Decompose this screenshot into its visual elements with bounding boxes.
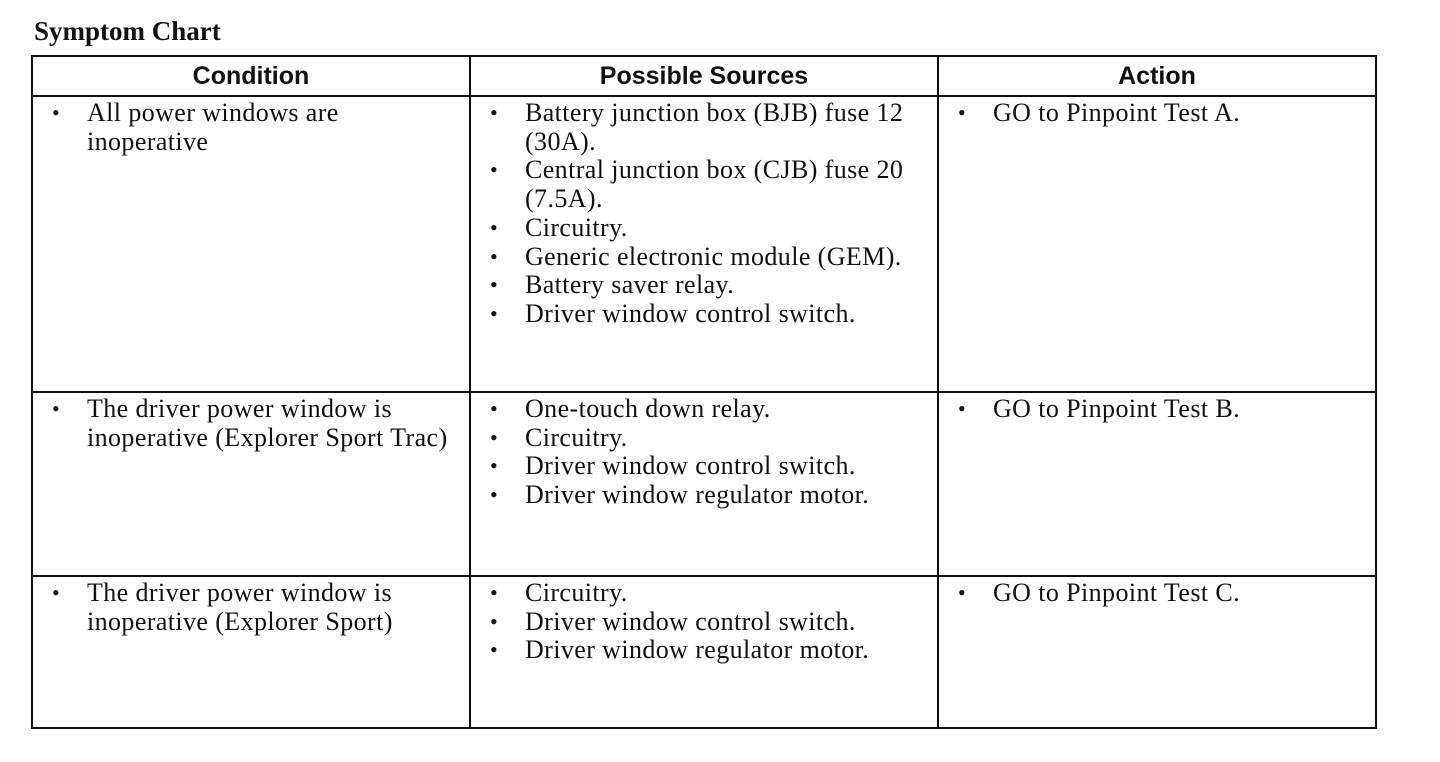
bullet-icon: • xyxy=(51,100,61,125)
bullet-list xyxy=(33,97,469,156)
bullet-icon: • xyxy=(489,396,499,421)
sources-cell xyxy=(470,576,938,728)
list-item-text: One-touch down relay. xyxy=(525,394,771,423)
list-item xyxy=(955,99,1355,128)
bullet-icon: • xyxy=(957,396,967,421)
list-item xyxy=(487,452,917,481)
bullet-icon: • xyxy=(489,157,499,183)
condition-cell xyxy=(32,576,470,728)
bullet-icon: • xyxy=(489,214,499,240)
action-cell xyxy=(938,96,1376,392)
list-item xyxy=(487,99,917,156)
list-item xyxy=(487,579,917,608)
list-item-text: Driver window control switch. xyxy=(525,298,856,328)
list-item-text: GO to Pinpoint Test A. xyxy=(993,98,1241,127)
list-item xyxy=(49,99,449,156)
bullet-icon: • xyxy=(51,396,61,421)
action-cell xyxy=(938,392,1376,576)
symptom-table xyxy=(31,55,1377,729)
sources-cell xyxy=(470,96,938,392)
bullet-list xyxy=(33,393,469,452)
list-item xyxy=(955,579,1355,608)
bullet-icon: • xyxy=(489,580,499,605)
list-item-text: Circuitry. xyxy=(525,578,628,607)
header-possible-sources: Possible Sources xyxy=(470,56,938,96)
list-item-text: All power windows are inoperative xyxy=(87,98,339,156)
list-item xyxy=(487,300,917,329)
bullet-icon: • xyxy=(489,300,499,326)
bullet-icon: • xyxy=(489,100,499,125)
list-item-text: Central junction box (CJB) fuse 20 (7.5A). xyxy=(525,155,904,214)
list-item xyxy=(487,424,917,453)
list-item xyxy=(487,636,917,665)
list-item-text: Circuitry. xyxy=(525,422,628,452)
list-item-text: GO to Pinpoint Test C. xyxy=(993,578,1241,607)
list-item-text: The driver power window is inoperative (Explorer Sport) xyxy=(87,578,393,636)
bullet-icon: • xyxy=(489,243,499,269)
list-item xyxy=(487,243,917,272)
list-item xyxy=(49,579,449,636)
header-row xyxy=(32,56,1376,96)
action-cell xyxy=(938,576,1376,728)
bullet-icon: • xyxy=(957,580,967,605)
sources-cell xyxy=(470,392,938,576)
bullet-list xyxy=(471,577,937,665)
bullet-list xyxy=(33,577,469,636)
table-row xyxy=(32,392,1376,576)
header-action: Action xyxy=(938,56,1376,96)
list-item-text: Circuitry. xyxy=(525,212,628,242)
bullet-icon: • xyxy=(489,453,499,479)
bullet-icon: • xyxy=(51,580,61,605)
list-item xyxy=(487,608,917,637)
bullet-list xyxy=(471,393,937,510)
condition-cell xyxy=(32,96,470,392)
list-item-text: GO to Pinpoint Test B. xyxy=(993,394,1241,423)
table-row xyxy=(32,96,1376,392)
list-item-text: Battery saver relay. xyxy=(525,270,735,300)
table-row xyxy=(32,576,1376,728)
list-item xyxy=(487,156,917,213)
bullet-list xyxy=(939,577,1375,608)
bullet-list xyxy=(471,97,937,329)
bullet-icon: • xyxy=(489,424,499,450)
header-condition: Condition xyxy=(32,56,470,96)
bullet-icon: • xyxy=(957,100,967,125)
list-item xyxy=(487,395,917,424)
list-item xyxy=(487,271,917,300)
page-title: Symptom Chart xyxy=(34,16,221,46)
list-item xyxy=(49,395,449,452)
bullet-list xyxy=(939,97,1375,128)
list-item-text: Battery junction box (BJB) fuse 12 (30A). xyxy=(525,98,904,156)
bullet-icon: • xyxy=(489,608,499,634)
bullet-icon: • xyxy=(489,637,499,663)
list-item xyxy=(487,214,917,243)
list-item-text: Driver window regulator motor. xyxy=(525,480,870,510)
list-item-text: The driver power window is inoperative (Explorer Sport Trac) xyxy=(87,394,448,452)
list-item-text: Driver window control switch. xyxy=(525,606,856,636)
bullet-icon: • xyxy=(489,272,499,298)
bullet-list xyxy=(939,393,1375,424)
list-item-text: Driver window regulator motor. xyxy=(525,635,870,665)
list-item-text: Generic electronic module (GEM). xyxy=(525,241,902,271)
list-item xyxy=(955,395,1355,424)
condition-cell xyxy=(32,392,470,576)
list-item-text: Driver window control switch. xyxy=(525,451,856,481)
list-item xyxy=(487,481,917,510)
bullet-icon: • xyxy=(489,482,499,508)
